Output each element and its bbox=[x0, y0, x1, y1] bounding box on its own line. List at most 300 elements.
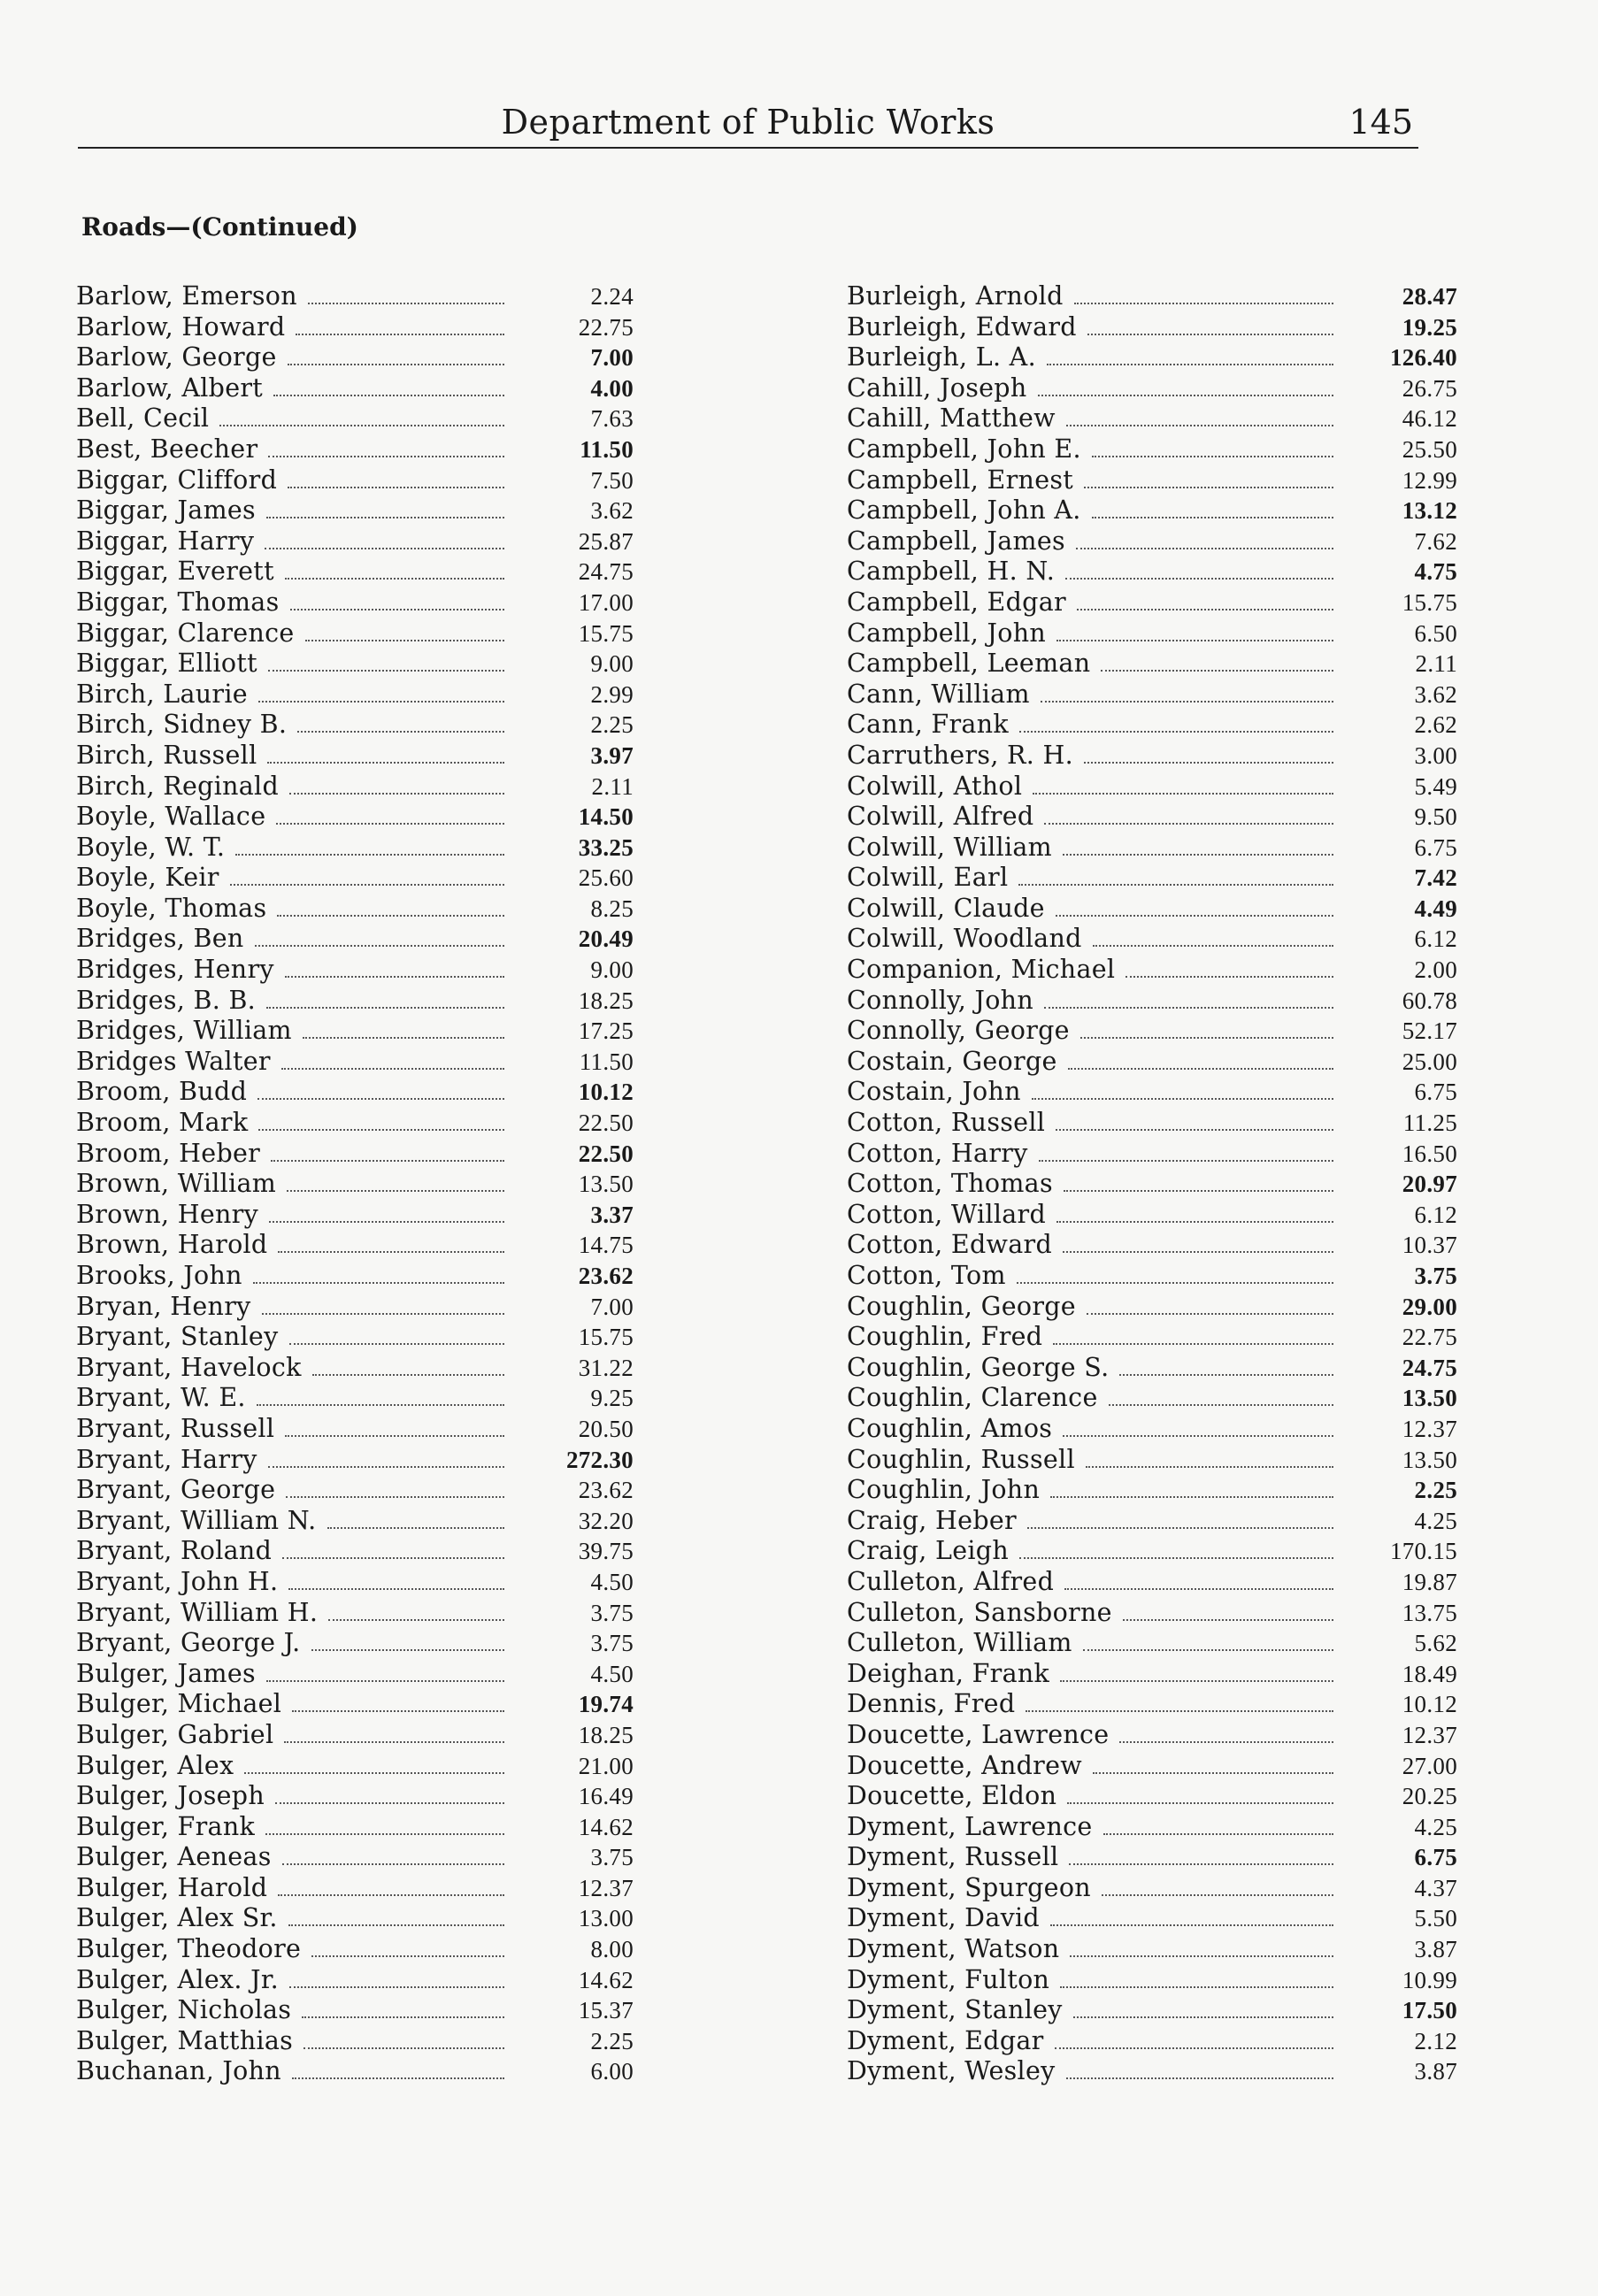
dot-leader bbox=[289, 1986, 504, 1988]
dot-leader bbox=[1063, 1435, 1333, 1437]
payee-name: Campbell, Edgar bbox=[847, 587, 1066, 617]
dot-leader bbox=[1123, 1619, 1333, 1621]
dot-leader bbox=[1056, 915, 1333, 917]
payee-name: Bryant, William N. bbox=[76, 1505, 317, 1535]
dot-leader bbox=[1103, 1833, 1333, 1835]
payee-name: Culleton, Sansborne bbox=[847, 1597, 1112, 1627]
dot-leader bbox=[271, 1160, 504, 1162]
dot-leader bbox=[1093, 1772, 1333, 1774]
payee-name: Biggar, James bbox=[76, 495, 256, 526]
payee-name: Boyle, Wallace bbox=[76, 802, 266, 832]
payment-amount: 2.11 bbox=[591, 772, 634, 800]
payment-amount: 4.00 bbox=[590, 374, 634, 402]
dot-leader bbox=[257, 1098, 504, 1100]
payment-amount: 3.62 bbox=[590, 497, 634, 525]
payee-name: Coughlin, Clarence bbox=[847, 1383, 1098, 1413]
payment-amount: 272.30 bbox=[565, 1446, 634, 1473]
payee-name: Dyment, Lawrence bbox=[847, 1811, 1093, 1841]
dot-leader bbox=[288, 1588, 504, 1590]
payee-name: Bridges Walter bbox=[76, 1046, 271, 1076]
payee-name: Bulger, Alex Sr. bbox=[76, 1903, 278, 1933]
payment-amount: 2.99 bbox=[590, 680, 634, 708]
payee-name: Costain, John bbox=[847, 1077, 1021, 1107]
payee-name: Cotton, Tom bbox=[847, 1261, 1006, 1290]
dot-leader bbox=[281, 1068, 504, 1070]
dot-leader bbox=[1044, 823, 1333, 825]
payment-amount: 7.42 bbox=[1414, 864, 1457, 892]
list-item bbox=[76, 1995, 634, 2026]
dot-leader bbox=[268, 670, 504, 672]
payment-amount: 9.50 bbox=[1414, 803, 1457, 831]
payment-amount: 3.75 bbox=[590, 1599, 634, 1626]
payee-name: Coughlin, George S. bbox=[847, 1352, 1110, 1382]
payee-name: Dyment, Wesley bbox=[847, 2056, 1056, 2086]
list-item bbox=[847, 1781, 1457, 1812]
list-item bbox=[76, 342, 634, 373]
list-item bbox=[76, 802, 634, 833]
dot-leader bbox=[1083, 1649, 1333, 1651]
dot-leader bbox=[296, 334, 504, 335]
dot-leader bbox=[287, 1190, 504, 1192]
payee-name: Dennis, Fred bbox=[847, 1689, 1016, 1719]
payment-amount: 17.50 bbox=[1402, 1997, 1457, 2024]
dot-leader bbox=[1050, 1924, 1333, 1926]
payee-name: Cotton, Thomas bbox=[847, 1169, 1053, 1199]
dot-leader bbox=[1087, 334, 1333, 335]
payment-amount: 2.11 bbox=[1415, 650, 1457, 678]
list-item bbox=[76, 1812, 634, 1843]
list-item bbox=[847, 802, 1457, 833]
list-item bbox=[847, 1445, 1457, 1476]
payee-name: Colwill, Woodland bbox=[847, 924, 1082, 954]
payment-amount: 2.24 bbox=[590, 283, 634, 310]
list-item bbox=[847, 1567, 1457, 1598]
payment-amount: 17.25 bbox=[578, 1017, 634, 1045]
dot-leader bbox=[219, 425, 504, 426]
dot-leader bbox=[288, 487, 504, 488]
payee-name: Dyment, Edgar bbox=[847, 2025, 1044, 2055]
list-item bbox=[76, 1873, 634, 1904]
list-item bbox=[76, 741, 634, 772]
payee-name: Burleigh, L. A. bbox=[847, 342, 1036, 372]
list-item bbox=[76, 1567, 634, 1598]
list-item bbox=[76, 557, 634, 587]
dot-leader bbox=[288, 364, 504, 365]
payment-amount: 22.50 bbox=[578, 1140, 634, 1167]
payment-amount: 60.78 bbox=[1402, 987, 1457, 1014]
payment-amount: 7.50 bbox=[590, 466, 634, 494]
payment-amount: 5.49 bbox=[1414, 772, 1457, 800]
payee-name: Boyle, Thomas bbox=[76, 893, 267, 923]
payee-name: Bryant, Stanley bbox=[76, 1322, 279, 1352]
payment-amount: 20.25 bbox=[1402, 1783, 1457, 1810]
payment-amount: 2.25 bbox=[590, 2027, 634, 2054]
list-item bbox=[847, 986, 1457, 1017]
payee-name: Barlow, Howard bbox=[76, 311, 286, 342]
payment-amount: 8.25 bbox=[590, 895, 634, 922]
dot-leader bbox=[1047, 364, 1333, 365]
payment-amount: 7.00 bbox=[590, 1293, 634, 1320]
list-item bbox=[847, 403, 1457, 434]
dot-leader bbox=[292, 2077, 504, 2079]
payee-name: Doucette, Lawrence bbox=[847, 1719, 1110, 1749]
payment-amount: 52.17 bbox=[1402, 1017, 1457, 1045]
payee-name: Brown, William bbox=[76, 1169, 277, 1199]
payee-name: Bridges, Henry bbox=[76, 955, 274, 985]
list-item bbox=[847, 1230, 1457, 1261]
list-item bbox=[847, 2026, 1457, 2057]
list-item bbox=[847, 557, 1457, 587]
payment-amount: 3.97 bbox=[590, 741, 634, 769]
list-item bbox=[76, 1261, 634, 1292]
list-item bbox=[847, 1200, 1457, 1231]
payment-amount: 12.37 bbox=[1402, 1415, 1457, 1442]
page-header bbox=[78, 96, 1418, 149]
payment-amount: 23.62 bbox=[578, 1263, 634, 1289]
list-item bbox=[847, 526, 1457, 557]
payee-name: Campbell, H. N. bbox=[847, 557, 1056, 587]
payment-amount: 4.50 bbox=[590, 1568, 634, 1595]
payment-amount: 4.37 bbox=[1414, 1874, 1457, 1901]
payee-name: Campbell, John A. bbox=[847, 495, 1081, 526]
payment-amount: 18.49 bbox=[1402, 1660, 1457, 1687]
payment-amount: 170.15 bbox=[1389, 1538, 1457, 1565]
list-item bbox=[76, 434, 634, 465]
payee-name: Bridges, Ben bbox=[76, 924, 244, 954]
payment-amount: 6.50 bbox=[1414, 619, 1457, 647]
list-item bbox=[847, 465, 1457, 496]
payment-amount: 18.25 bbox=[578, 987, 634, 1014]
list-item bbox=[847, 281, 1457, 312]
payee-name: Broom, Mark bbox=[76, 1108, 249, 1138]
list-item bbox=[76, 618, 634, 649]
payee-name: Boyle, Keir bbox=[76, 863, 219, 893]
list-item bbox=[76, 281, 634, 312]
payee-name: Dyment, David bbox=[847, 1903, 1040, 1933]
payee-name: Bulger, Harold bbox=[76, 1872, 268, 1902]
payment-amount: 14.75 bbox=[578, 1232, 634, 1259]
dot-leader bbox=[235, 854, 504, 856]
list-item bbox=[847, 618, 1457, 649]
payment-amount: 16.50 bbox=[1402, 1140, 1457, 1167]
dot-leader bbox=[278, 1894, 504, 1896]
list-item bbox=[847, 1322, 1457, 1353]
dot-leader bbox=[1101, 670, 1333, 672]
payment-amount: 19.74 bbox=[578, 1691, 634, 1718]
list-item bbox=[76, 710, 634, 741]
payment-amount: 13.50 bbox=[1402, 1385, 1457, 1412]
payee-name: Bryant, Russell bbox=[76, 1413, 275, 1443]
list-item bbox=[847, 1353, 1457, 1384]
dot-leader bbox=[258, 1129, 504, 1131]
payment-amount: 126.40 bbox=[1389, 344, 1457, 372]
list-item bbox=[847, 373, 1457, 404]
payee-name: Boyle, W. T. bbox=[76, 832, 226, 862]
payment-amount: 28.47 bbox=[1402, 283, 1457, 310]
payee-name: Biggar, Clarence bbox=[76, 618, 295, 648]
list-item bbox=[847, 710, 1457, 741]
list-item bbox=[847, 894, 1457, 925]
payment-amount: 11.50 bbox=[579, 1048, 634, 1075]
payment-amount: 19.87 bbox=[1402, 1568, 1457, 1595]
payee-name: Barlow, Emerson bbox=[76, 281, 297, 311]
list-item bbox=[847, 1077, 1457, 1108]
payment-amount: 11.25 bbox=[1402, 1110, 1457, 1137]
dot-leader bbox=[1063, 1251, 1333, 1253]
payee-name: Cotton, Edward bbox=[847, 1230, 1053, 1260]
payee-name: Bulger, Matthias bbox=[76, 2025, 294, 2055]
dot-leader bbox=[302, 2016, 504, 2018]
payee-name: Colwill, Claude bbox=[847, 893, 1045, 923]
list-item bbox=[847, 863, 1457, 894]
dot-leader bbox=[1077, 609, 1333, 610]
list-item bbox=[76, 1292, 634, 1323]
list-item bbox=[76, 1628, 634, 1659]
list-item bbox=[76, 1139, 634, 1170]
payee-name: Carruthers, R. H. bbox=[847, 740, 1074, 770]
payee-name: Costain, George bbox=[847, 1046, 1057, 1076]
payee-name: Craig, Leigh bbox=[847, 1536, 1010, 1566]
payment-amount: 6.12 bbox=[1414, 925, 1457, 953]
right-column bbox=[847, 281, 1457, 2087]
list-item bbox=[847, 924, 1457, 955]
payee-name: Birch, Russell bbox=[76, 740, 257, 770]
list-item bbox=[847, 741, 1457, 772]
list-item bbox=[76, 649, 634, 680]
payment-amount: 14.62 bbox=[578, 1813, 634, 1840]
dot-leader bbox=[1119, 1741, 1333, 1743]
payee-name: Coughlin, Fred bbox=[847, 1322, 1043, 1352]
dot-leader bbox=[273, 395, 504, 396]
list-item bbox=[76, 1475, 634, 1506]
list-item bbox=[76, 1965, 634, 1996]
list-item bbox=[847, 649, 1457, 680]
payee-name: Cann, Frank bbox=[847, 710, 1009, 740]
list-item bbox=[76, 924, 634, 955]
payment-amount: 14.50 bbox=[578, 803, 634, 831]
list-item bbox=[76, 1047, 634, 1078]
list-item bbox=[76, 1169, 634, 1200]
payment-amount: 29.00 bbox=[1402, 1293, 1457, 1320]
dot-leader bbox=[284, 1741, 504, 1743]
payee-name: Bryant, George J. bbox=[76, 1628, 301, 1658]
payee-name: Brown, Harold bbox=[76, 1230, 268, 1260]
payee-name: Cahill, Joseph bbox=[847, 372, 1027, 403]
list-item bbox=[847, 1169, 1457, 1200]
payee-name: Bryant, W. E. bbox=[76, 1383, 246, 1413]
list-item bbox=[76, 955, 634, 986]
list-item bbox=[76, 1934, 634, 1965]
dot-leader bbox=[1019, 1557, 1333, 1559]
dot-leader bbox=[1076, 548, 1333, 549]
dot-leader bbox=[1092, 517, 1333, 518]
section-heading: Roads—(Continued) bbox=[81, 212, 358, 242]
list-item bbox=[76, 1016, 634, 1047]
list-item bbox=[76, 495, 634, 526]
payment-amount: 3.37 bbox=[590, 1201, 634, 1228]
payee-name: Biggar, Elliott bbox=[76, 649, 257, 679]
dot-leader bbox=[1053, 1343, 1333, 1345]
list-item bbox=[847, 1965, 1457, 1996]
list-item bbox=[847, 680, 1457, 710]
payment-amount: 3.75 bbox=[590, 1844, 634, 1871]
payment-amount: 13.12 bbox=[1402, 497, 1457, 525]
dot-leader bbox=[1073, 2016, 1333, 2018]
list-item bbox=[76, 1383, 634, 1414]
payment-amount: 9.25 bbox=[590, 1385, 634, 1412]
payment-amount: 8.00 bbox=[590, 1936, 634, 1963]
dot-leader bbox=[1119, 1374, 1333, 1376]
payee-name: Bulger, Gabriel bbox=[76, 1719, 274, 1749]
payment-amount: 3.00 bbox=[1414, 741, 1457, 769]
payment-amount: 20.50 bbox=[578, 1415, 634, 1442]
payee-name: Burleigh, Edward bbox=[847, 311, 1077, 342]
list-item bbox=[847, 1016, 1457, 1047]
dot-leader bbox=[1027, 1527, 1333, 1529]
list-item bbox=[847, 434, 1457, 465]
payee-name: Colwill, Athol bbox=[847, 771, 1023, 801]
list-item bbox=[76, 1108, 634, 1139]
payee-name: Campbell, Ernest bbox=[847, 465, 1074, 495]
payee-name: Burleigh, Arnold bbox=[847, 281, 1064, 311]
dot-leader bbox=[1070, 1955, 1333, 1957]
dot-leader bbox=[303, 2047, 504, 2049]
list-item bbox=[76, 587, 634, 618]
list-item bbox=[76, 1598, 634, 1629]
list-item bbox=[847, 1812, 1457, 1843]
dot-leader bbox=[1065, 578, 1333, 580]
payee-name: Best, Beecher bbox=[76, 434, 258, 464]
payee-name: Cann, William bbox=[847, 679, 1030, 709]
list-item bbox=[76, 1077, 634, 1108]
payee-name: Bulger, Alex bbox=[76, 1750, 234, 1780]
list-item bbox=[76, 894, 634, 925]
dot-leader bbox=[285, 1435, 504, 1437]
payment-amount: 15.75 bbox=[578, 619, 634, 647]
dot-leader bbox=[290, 609, 504, 610]
list-item bbox=[76, 1230, 634, 1261]
dot-leader bbox=[269, 1221, 504, 1223]
dot-leader bbox=[286, 1496, 504, 1498]
payment-amount: 2.00 bbox=[1414, 956, 1457, 984]
payee-name: Colwill, Earl bbox=[847, 863, 1009, 893]
payment-amount: 24.75 bbox=[578, 558, 634, 586]
dot-leader bbox=[266, 517, 504, 518]
list-item bbox=[76, 373, 634, 404]
page-title: Department of Public Works bbox=[501, 103, 995, 142]
list-item bbox=[76, 1536, 634, 1567]
payee-name: Birch, Laurie bbox=[76, 679, 248, 709]
payment-amount: 2.25 bbox=[590, 711, 634, 739]
payment-amount: 2.25 bbox=[1414, 1477, 1457, 1504]
payment-amount: 3.75 bbox=[1414, 1263, 1457, 1289]
dot-leader bbox=[1032, 1098, 1333, 1100]
payment-amount: 19.25 bbox=[1402, 313, 1457, 341]
payment-amount: 16.49 bbox=[578, 1783, 634, 1810]
dot-leader bbox=[1039, 1160, 1333, 1162]
dot-leader bbox=[1102, 1894, 1333, 1896]
payee-name: Bridges, B. B. bbox=[76, 985, 257, 1015]
payment-amount: 13.75 bbox=[1402, 1599, 1457, 1626]
list-item bbox=[847, 1292, 1457, 1323]
payment-amount: 7.63 bbox=[590, 405, 634, 433]
payee-name: Bulger, Nicholas bbox=[76, 1995, 292, 2025]
list-item bbox=[847, 1873, 1457, 1904]
dot-leader bbox=[282, 1557, 504, 1559]
payee-name: Connolly, John bbox=[847, 985, 1033, 1015]
payee-name: Barlow, Albert bbox=[76, 372, 264, 403]
list-item bbox=[76, 680, 634, 710]
payment-amount: 6.75 bbox=[1414, 1844, 1457, 1871]
dot-leader bbox=[1060, 1986, 1333, 1988]
list-item bbox=[76, 1506, 634, 1537]
dot-leader bbox=[277, 915, 504, 917]
list-item bbox=[847, 1751, 1457, 1782]
payee-name: Dyment, Watson bbox=[847, 1934, 1060, 1964]
dot-leader bbox=[267, 762, 504, 764]
list-item bbox=[847, 833, 1457, 864]
dot-leader bbox=[1050, 1496, 1333, 1498]
dot-leader bbox=[311, 1649, 504, 1651]
dot-leader bbox=[253, 1282, 504, 1284]
payment-amount: 22.50 bbox=[578, 1110, 634, 1137]
list-item bbox=[76, 1414, 634, 1445]
list-item bbox=[76, 1720, 634, 1751]
payment-amount: 18.25 bbox=[578, 1721, 634, 1748]
payment-amount: 4.25 bbox=[1414, 1507, 1457, 1534]
payee-name: Biggar, Harry bbox=[76, 526, 255, 556]
dot-leader bbox=[1041, 701, 1333, 703]
dot-leader bbox=[258, 701, 504, 703]
payee-name: Cotton, Willard bbox=[847, 1199, 1046, 1229]
payment-amount: 9.00 bbox=[590, 650, 634, 678]
payment-amount: 39.75 bbox=[578, 1538, 634, 1565]
payee-name: Brooks, John bbox=[76, 1261, 242, 1290]
payee-name: Craig, Heber bbox=[847, 1505, 1017, 1535]
payment-amount: 4.25 bbox=[1414, 1813, 1457, 1840]
payee-name: Coughlin, Amos bbox=[847, 1413, 1053, 1443]
payment-amount: 2.62 bbox=[1414, 711, 1457, 739]
payee-name: Campbell, John bbox=[847, 618, 1047, 648]
payee-name: Bulger, James bbox=[76, 1658, 256, 1688]
payee-name: Coughlin, George bbox=[847, 1291, 1076, 1321]
payee-name: Culleton, William bbox=[847, 1628, 1072, 1658]
payee-name: Buchanan, John bbox=[76, 2056, 281, 2086]
payment-amount: 6.00 bbox=[590, 2058, 634, 2085]
payment-amount: 10.37 bbox=[1402, 1232, 1457, 1259]
payment-amount: 6.75 bbox=[1414, 833, 1457, 861]
payee-name: Bridges, William bbox=[76, 1016, 292, 1046]
dot-leader bbox=[1026, 1710, 1333, 1712]
dot-leader bbox=[1084, 487, 1333, 488]
list-item bbox=[76, 1689, 634, 1720]
list-item bbox=[76, 1781, 634, 1812]
dot-leader bbox=[265, 1833, 504, 1835]
dot-leader bbox=[292, 1710, 504, 1712]
payee-name: Bulger, Aeneas bbox=[76, 1842, 272, 1872]
dot-leader bbox=[1018, 884, 1333, 886]
list-item bbox=[76, 986, 634, 1017]
payment-amount: 12.99 bbox=[1402, 466, 1457, 494]
dot-leader bbox=[268, 1466, 504, 1468]
payment-amount: 5.62 bbox=[1414, 1630, 1457, 1657]
payment-amount: 12.37 bbox=[578, 1874, 634, 1901]
payee-name: Campbell, Leeman bbox=[847, 649, 1091, 679]
dot-leader bbox=[328, 1619, 504, 1621]
list-item bbox=[847, 772, 1457, 802]
list-item bbox=[847, 955, 1457, 986]
payment-amount: 25.50 bbox=[1402, 435, 1457, 463]
